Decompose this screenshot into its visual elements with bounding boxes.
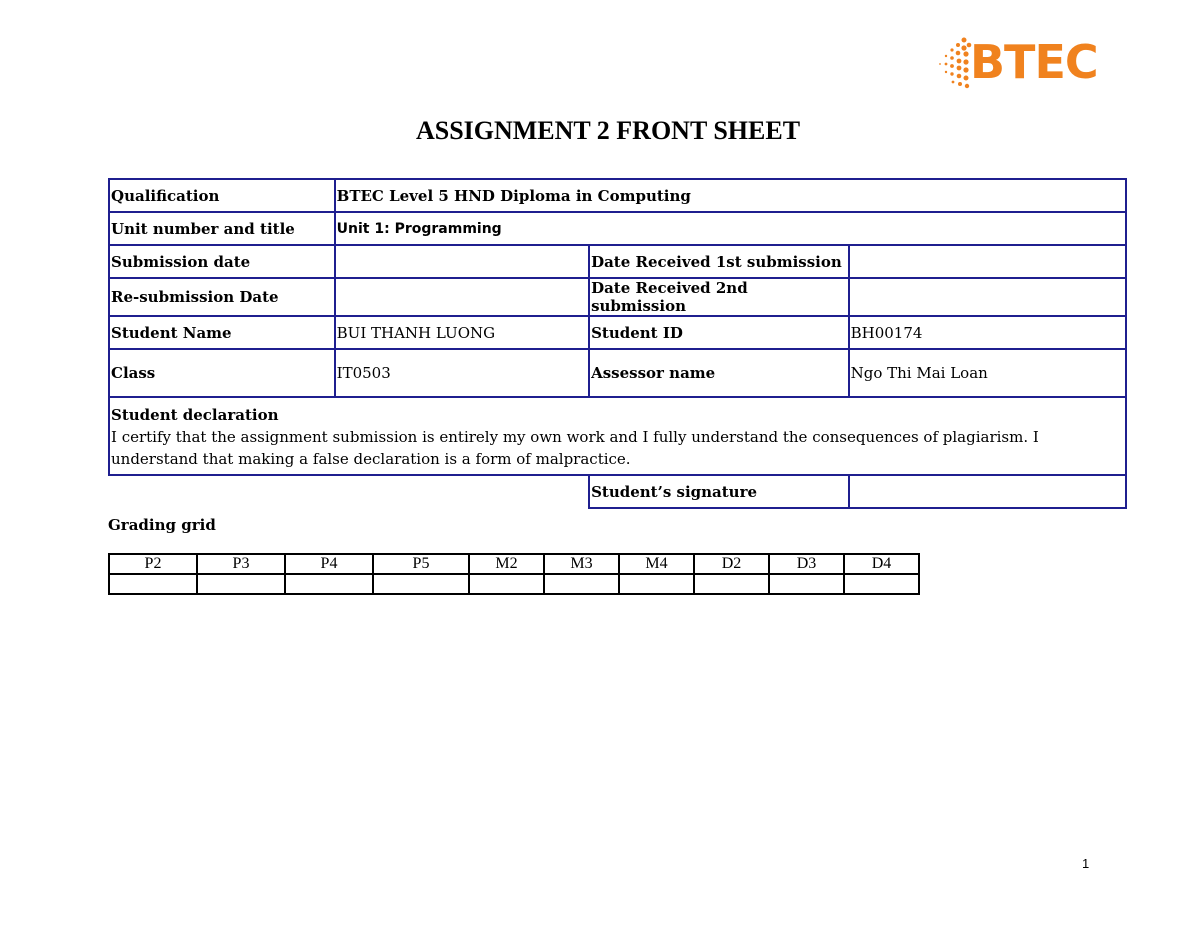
grade-cell[interactable] [285, 574, 373, 594]
resubmission-date-field[interactable] [335, 278, 589, 316]
declaration-text: I certify that the assignment submission is entirely my own work and I fully understand the consequences of plagiarism. I understand that making a false declaration is a form of malpractice. [111, 428, 1039, 468]
grade-cell[interactable] [694, 574, 769, 594]
signature-row [109, 475, 1126, 508]
grade-cell[interactable] [197, 574, 285, 594]
qualification-label: Qualification [109, 179, 335, 212]
grade-cell[interactable] [109, 574, 197, 594]
grade-cell[interactable] [769, 574, 844, 594]
grade-header: P2 [109, 554, 197, 574]
grade-header: M4 [619, 554, 694, 574]
class-value: IT0503 [335, 349, 589, 397]
grading-grid [108, 553, 920, 595]
grade-cell[interactable] [619, 574, 694, 594]
grade-cell[interactable] [373, 574, 469, 594]
grade-header: D2 [694, 554, 769, 574]
page-number: 1 [1082, 856, 1090, 871]
student-row [109, 316, 1126, 349]
logo-text: BTEC [970, 35, 1098, 89]
qualification-value: BTEC Level 5 HND Diploma in Computing [335, 179, 1126, 212]
grade-header: D4 [844, 554, 919, 574]
submission-date-label: Submission date [109, 245, 335, 278]
unit-label: Unit number and title [109, 212, 335, 245]
grade-header: M3 [544, 554, 619, 574]
student-declaration [109, 397, 1126, 475]
grade-header: P4 [285, 554, 373, 574]
student-id-label: Student ID [589, 316, 849, 349]
student-name-label: Student Name [109, 316, 335, 349]
grade-cell[interactable] [844, 574, 919, 594]
grading-header-row [109, 554, 919, 574]
unit-row [109, 212, 1126, 245]
signature-spacer [109, 475, 589, 508]
resubmission-date-label: Re-submission Date [109, 278, 335, 316]
grading-grid-label: Grading grid [108, 516, 216, 534]
submission-date-field[interactable] [335, 245, 589, 278]
date-received-2-field[interactable] [849, 278, 1126, 316]
submission-row [109, 245, 1126, 278]
grade-header: M2 [469, 554, 544, 574]
btec-logo [936, 36, 1122, 92]
grading-value-row [109, 574, 919, 594]
assessor-value: Ngo Thi Mai Loan [849, 349, 1126, 397]
grade-header: D3 [769, 554, 844, 574]
declaration-row [109, 397, 1126, 475]
student-name-value: BUI THANH LUONG [335, 316, 589, 349]
declaration-title: Student declaration [111, 406, 279, 424]
grade-cell[interactable] [469, 574, 544, 594]
unit-value: Unit 1: Programming [335, 212, 1126, 245]
front-sheet-table [108, 178, 1127, 509]
assessor-label: Assessor name [589, 349, 849, 397]
student-id-value: BH00174 [849, 316, 1126, 349]
date-received-2-label: Date Received 2nd submission [589, 278, 849, 316]
class-row [109, 349, 1126, 397]
qualification-row [109, 179, 1126, 212]
resubmission-row [109, 278, 1126, 316]
signature-field[interactable] [849, 475, 1126, 508]
signature-label: Student’s signature [589, 475, 849, 508]
page-title: ASSIGNMENT 2 FRONT SHEET [415, 116, 801, 145]
grade-cell[interactable] [544, 574, 619, 594]
date-received-1-label: Date Received 1st submission [589, 245, 849, 278]
grade-header: P5 [373, 554, 469, 574]
grade-header: P3 [197, 554, 285, 574]
date-received-1-field[interactable] [849, 245, 1126, 278]
class-label: Class [109, 349, 335, 397]
